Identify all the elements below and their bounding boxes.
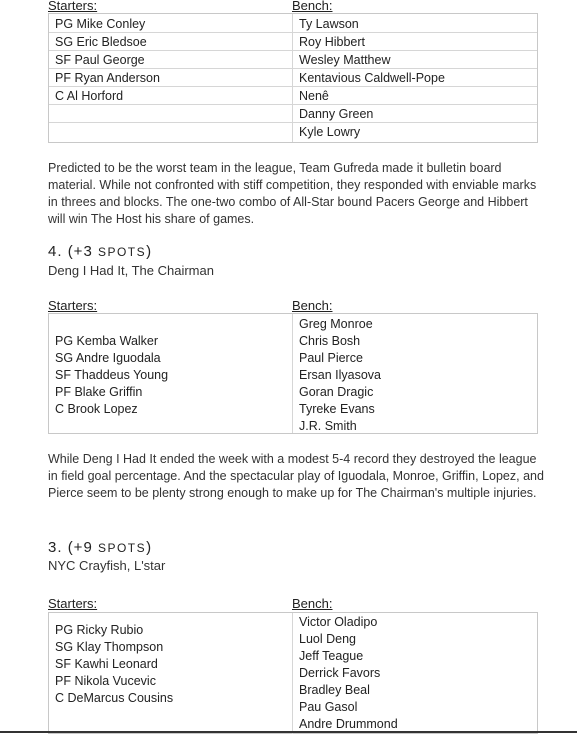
team3-starter: SG Klay Thompson (55, 640, 164, 654)
team4-bench-player: Goran Dragic (299, 385, 374, 399)
team3-bench-player: Victor Oladipo (299, 615, 378, 629)
team5-starter: PF Ryan Anderson (55, 71, 160, 85)
team4-move-close: ) (146, 243, 153, 260)
team3-starters-label: Starters: (48, 596, 98, 611)
team3-move-close: ) (146, 539, 153, 556)
team3-bench-player: Jeff Teague (299, 649, 364, 663)
team3-heading (48, 539, 152, 556)
team5-starters-label: Starters: (48, 0, 98, 13)
team5-bench-player: Nenê (299, 89, 329, 103)
team4-starter: C Brook Lopez (55, 402, 138, 416)
team5-bench-player: Wesley Matthew (299, 53, 391, 67)
team4-bench-player: J.R. Smith (299, 419, 357, 433)
team4-bench-player: Paul Pierce (299, 351, 363, 365)
team4-bench-label: Bench: (292, 298, 333, 313)
team4-starter: PG Kemba Walker (55, 334, 159, 348)
team5-roster-table (48, 13, 538, 143)
team3-bench-player: Andre Drummond (299, 717, 398, 731)
team5-starter: C Al Horford (55, 89, 124, 103)
team3-move-word: SPOTS (97, 541, 147, 555)
team3-bench-player: Pau Gasol (299, 700, 358, 714)
team4-heading (48, 243, 152, 260)
team5-starter: SF Paul George (55, 53, 145, 67)
team4-starter: PF Blake Griffin (55, 385, 143, 399)
team4-roster-table (48, 313, 538, 434)
team3-starter: SF Kawhi Leonard (55, 657, 158, 671)
team5-bench-label: Bench: (292, 0, 333, 13)
team4-move-open: (+3 (67, 243, 98, 260)
team4-bench-player: Chris Bosh (299, 334, 361, 348)
team3-bench-player: Derrick Favors (299, 666, 381, 680)
team4-starter: SG Andre Iguodala (55, 351, 161, 365)
team4-starters-label: Starters: (48, 298, 98, 313)
team5-paragraph: Predicted to be the worst team in the league, Team Gufreda made it bulletin board material. While not confronted with stiff competition, they responded with enviable marks in threes and blocks. The one-two combo of All-Star bound Pacers George and Hibbert will win The Host his share of games. (48, 161, 537, 226)
team4-move-word: SPOTS (97, 245, 147, 259)
team4-name: Deng I Had It, The Chairman (48, 263, 214, 278)
team3-rank: 3. (48, 539, 63, 556)
team3-roster-table (48, 612, 538, 734)
team3-starter: PF Nikola Vucevic (55, 674, 156, 688)
team5-bench-player: Ty Lawson (299, 17, 359, 31)
team5-starter: PG Mike Conley (55, 17, 146, 31)
team3-name: NYC Crayfish, L'star (48, 558, 166, 573)
team4-bench-player: Tyreke Evans (299, 402, 375, 416)
team4-bench-player: Ersan Ilyasova (299, 368, 381, 382)
team3-starter: C DeMarcus Cousins (55, 691, 174, 705)
team5-bench-player: Kyle Lowry (299, 125, 361, 139)
team3-bench-player: Luol Deng (299, 632, 356, 646)
team4-rank: 4. (48, 243, 63, 260)
team3-starter: PG Ricky Rubio (55, 623, 144, 637)
team3-bench-label: Bench: (292, 596, 333, 611)
team4-starter: SF Thaddeus Young (55, 368, 169, 382)
team5-starter: SG Eric Bledsoe (55, 35, 147, 49)
team5-bench-player: Danny Green (299, 107, 374, 121)
team3-move-open: (+9 (67, 539, 98, 556)
team4-bench-player: Greg Monroe (299, 317, 373, 331)
team5-bench-player: Roy Hibbert (299, 35, 365, 49)
team5-bench-player: Kentavious Caldwell-Pope (299, 71, 445, 85)
team3-bench-player: Bradley Beal (299, 683, 370, 697)
team4-paragraph: While Deng I Had It ended the week with a modest 5-4 record they destroyed the league in field goal percentage. And the spectacular play of Iguodala, Monroe, Griffin, Lopez, and Pierce seem to be plenty strong enough to make up for The Chairman's multiple injuries. (48, 452, 544, 500)
